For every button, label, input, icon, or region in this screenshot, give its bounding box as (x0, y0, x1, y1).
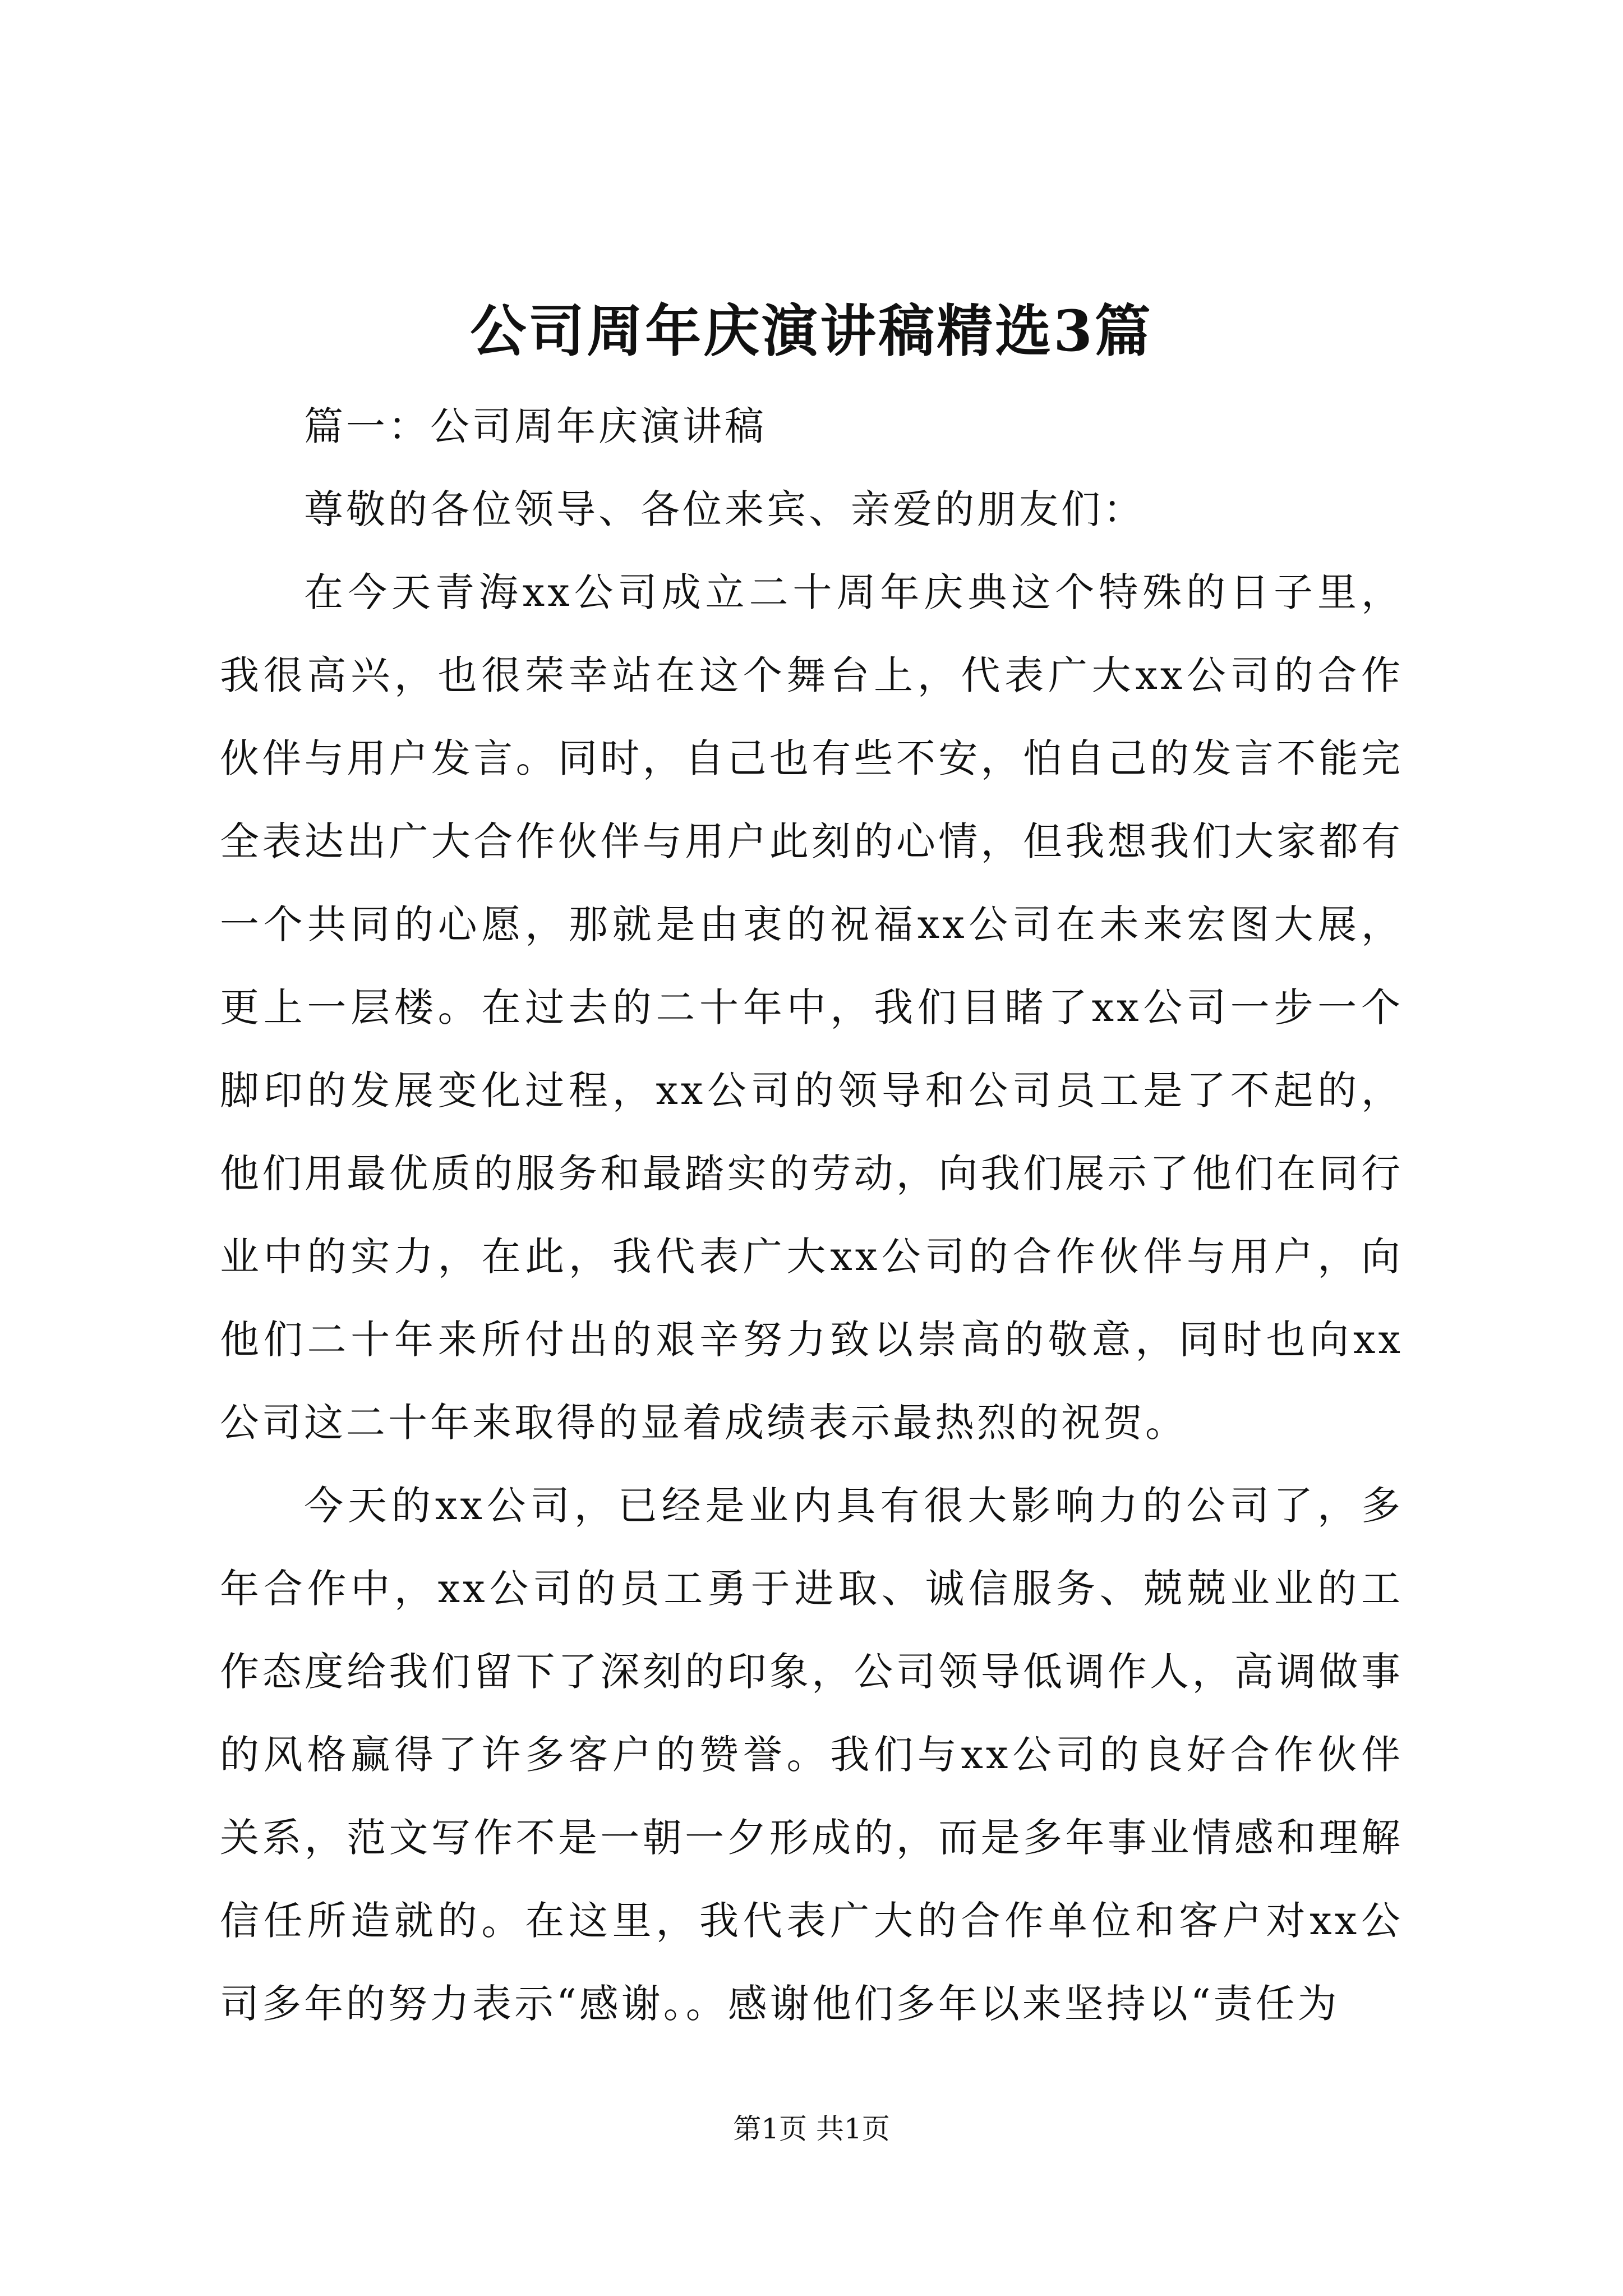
page-number-footer: 第1页 共1页 (733, 2113, 890, 2145)
salutation: 尊敬的各位领导、各位来宾、亲爱的朋友们： (304, 486, 1145, 532)
body-paragraph: 今天的xx公司，已经是业内具有很大影响力的公司了，多年合作中，xx公司的员工勇于进取、诚信服务、兢兢业业的工作态度给我们留下了深刻的印象，公司领导低调作人，高调做事的风格赢得了许多客户的赞誉。我们与xx公司的良好合作伙伴关系，范文写作不是一朝一夕形成的，而是多年事业情感和理解信任所造就的。在这里，我代表广大的合作单位和客户对xx公司多年的努力表示“感谢。。感谢他们多年以来坚持以“责任为 (220, 1483, 1403, 2027)
document-body (220, 385, 1403, 2045)
body-paragraph: 在今天青海xx公司成立二十周年庆典这个特殊的日子里，我很高兴，也很荣幸站在这个舞台上，代表广大xx公司的合作伙伴与用户发言。同时，自己也有些不安，怕自己的发言不能完全表达出广大合作伙伴与用户此刻的心情，但我想我们大家都有一个共同的心愿，那就是由衷的祝福xx公司在未来宏图大展，更上一层楼。在过去的二十年中，我们目睹了xx公司一步一个脚印的发展变化过程，xx公司的领导和公司员工是了不起的，他们用最优质的服务和最踏实的劳动，向我们展示了他们在同行业中的实力，在此，我代表广大xx公司的合作伙伴与用户，向他们二十年来所付出的艰辛努力致以崇高的敬意，同时也向xx公司这二十年来取得的显着成绩表示最热烈的祝贺。 (220, 569, 1403, 1446)
section-heading: 篇一：公司周年庆演讲稿 (304, 403, 767, 449)
document-title: 公司周年庆演讲稿精选3篇 (470, 298, 1153, 364)
